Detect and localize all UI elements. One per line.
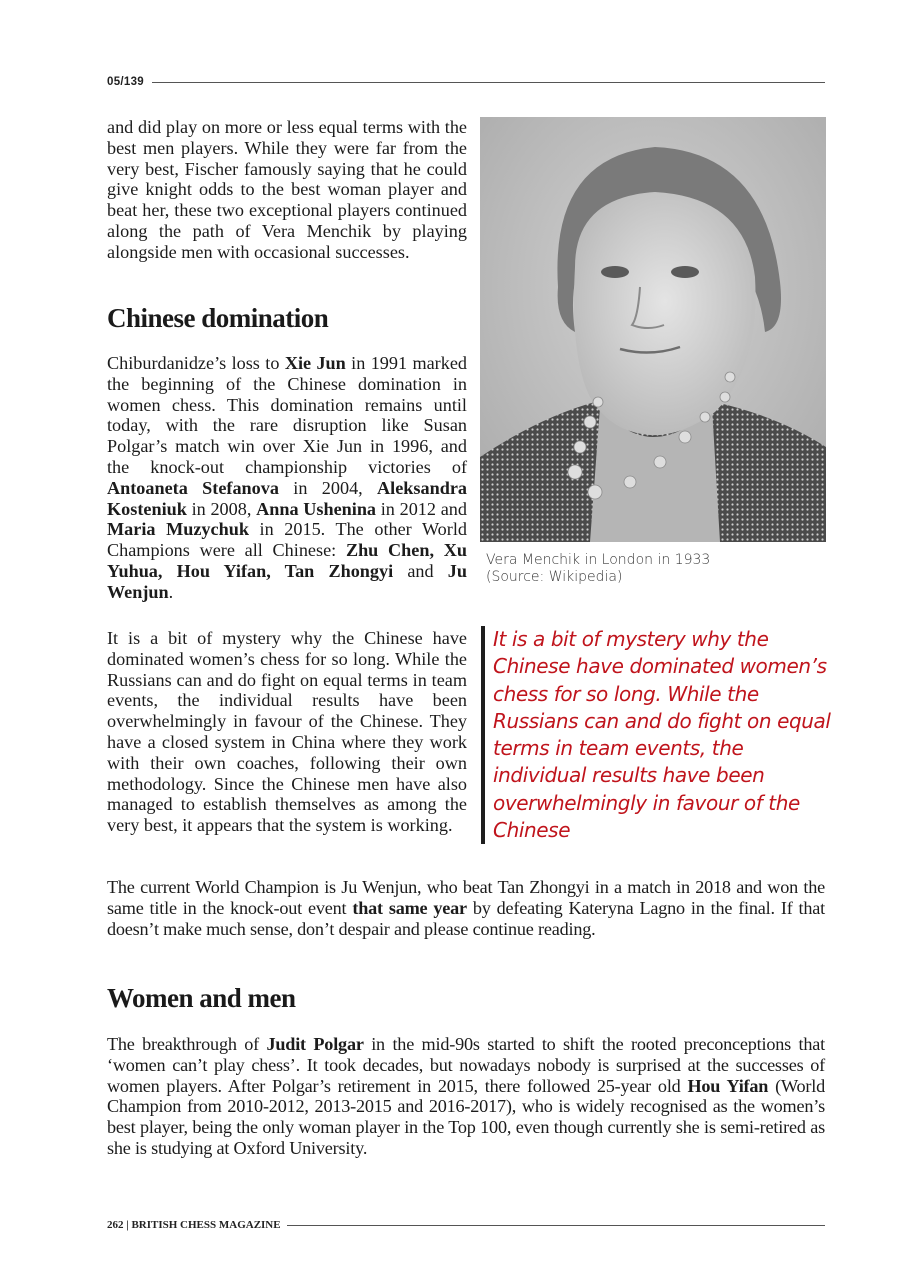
- section-women-and-men: [107, 982, 825, 1159]
- text-span: in 1991 marked the beginning of the Chinese domination in women chess. This domination remains until today, with the rare disruption like Susan Polgar’s match win over Xie Jun in 1996, and the knock-out championship victories of: [107, 353, 467, 477]
- name-stefanova: Antoaneta Stefanova: [107, 477, 279, 498]
- text-span: in 2015. The other World Champions were all Chinese:: [107, 519, 467, 561]
- text-span: Chiburdanidze’s loss to: [107, 353, 285, 373]
- footer-separator: |: [126, 1219, 129, 1231]
- name-judit-polgar: Judit Polgar: [266, 1034, 364, 1054]
- paragraph-mystery: It is a bit of mystery why the Chinese have dominated women’s chess for so long. While the Russians can and do fight on equal terms in team events, the individual results have been overwhelmingly in favour of the Chinese. They have a closed system in China where they work with their own coaches, following their own methodology. Since the Chinese men have also managed to establish themselves as among the very best, it appears that the system is working.: [107, 628, 467, 836]
- section-heading-women-and-men: Women and men: [107, 983, 296, 1013]
- photo-caption: [486, 552, 826, 586]
- names-chinese-champions: Zhu Chen, Xu Yuhua, Hou Yifan, Tan Zhongyi: [107, 540, 467, 581]
- paragraph-mystery-column: [107, 628, 467, 836]
- caption-line-2: (Source: Wikipedia): [486, 569, 623, 585]
- footer-label: [107, 1219, 281, 1231]
- text-span: (World Champion from 2010-2012, 2013-2015 and 2016-2017), who is widely recognised as the women’s best player, being the only woman player in the Top 100, even though currently she is semi-retired as she is studying at Oxford University.: [107, 1075, 825, 1158]
- text-span: The breakthrough of: [107, 1034, 267, 1054]
- pull-quote: It is a bit of mystery why the Chinese have dominated women’s chess for so long. While the Russians can and do fight on equal terms in team events, the individual results have been overwhelmingly in favour of the Chinese: [481, 626, 833, 844]
- name-hou-yifan: Hou Yifan: [687, 1075, 769, 1096]
- page-header: [107, 74, 825, 90]
- text-span: in 2012 and: [376, 498, 467, 519]
- paragraph-current-champion: [107, 877, 825, 939]
- page-footer: [107, 1217, 825, 1233]
- intro-paragraph: and did play on more or less equal terms with the best men players. While they were far from the very best, Fischer famously saying that he could give knight odds to the best woman player and beat her, these two exceptional players continued along the path of Vera Menchik by playing alongside men with occasional successes.: [107, 117, 467, 262]
- name-ushenina: Anna Ushenina: [256, 498, 377, 519]
- text-span: in 2008,: [186, 498, 257, 519]
- portrait-image: [480, 117, 826, 542]
- header-rule: [152, 82, 825, 83]
- name-kosteniuk: Aleksandra Kosteniuk: [107, 477, 467, 519]
- caption-line-1: Vera Menchik in London in 1933: [486, 552, 711, 568]
- text-span: and: [393, 560, 448, 581]
- text-span: by defeating Kateryna Lagno in the final. If that doesn’t make much sense, don’t despair and please continue reading.: [107, 897, 825, 939]
- paragraph-judit-polgar: [107, 1034, 825, 1159]
- text-span: .: [168, 581, 174, 602]
- section-heading-chinese-domination: Chinese domination: [107, 303, 329, 333]
- page-counter: 05/139: [107, 76, 144, 88]
- publication-name: BRITISH CHESS MAGAZINE: [131, 1219, 281, 1231]
- section-chinese-domination: [107, 302, 467, 603]
- text-span: in the mid-90s started to shift the rooted preconceptions that ‘women can’t play chess’. It took decades, but nowadays nobody is surprised at the successes of women players. After Polgar’s retirement in 2015, there followed 25-year old: [107, 1034, 825, 1096]
- intro-column: [107, 117, 467, 263]
- name-muzychuk: Maria Muzychuk: [107, 519, 249, 540]
- vera-menchik-photo: [480, 117, 826, 542]
- paragraph-chinese-champions: [107, 353, 467, 603]
- emphasis-that-same-year: that same year: [352, 897, 467, 918]
- name-xie-jun: Xie Jun: [284, 353, 346, 373]
- page-number: 262: [107, 1219, 124, 1231]
- text-span: in 2004,: [278, 477, 378, 498]
- text-span: The current World Champion is Ju Wenjun, who beat Tan Zhongyi in a match in 2018 and won the same title in the knock-out event: [107, 877, 825, 918]
- name-ju-wenjun: Ju Wenjun: [107, 560, 467, 602]
- footer-rule: [287, 1225, 825, 1226]
